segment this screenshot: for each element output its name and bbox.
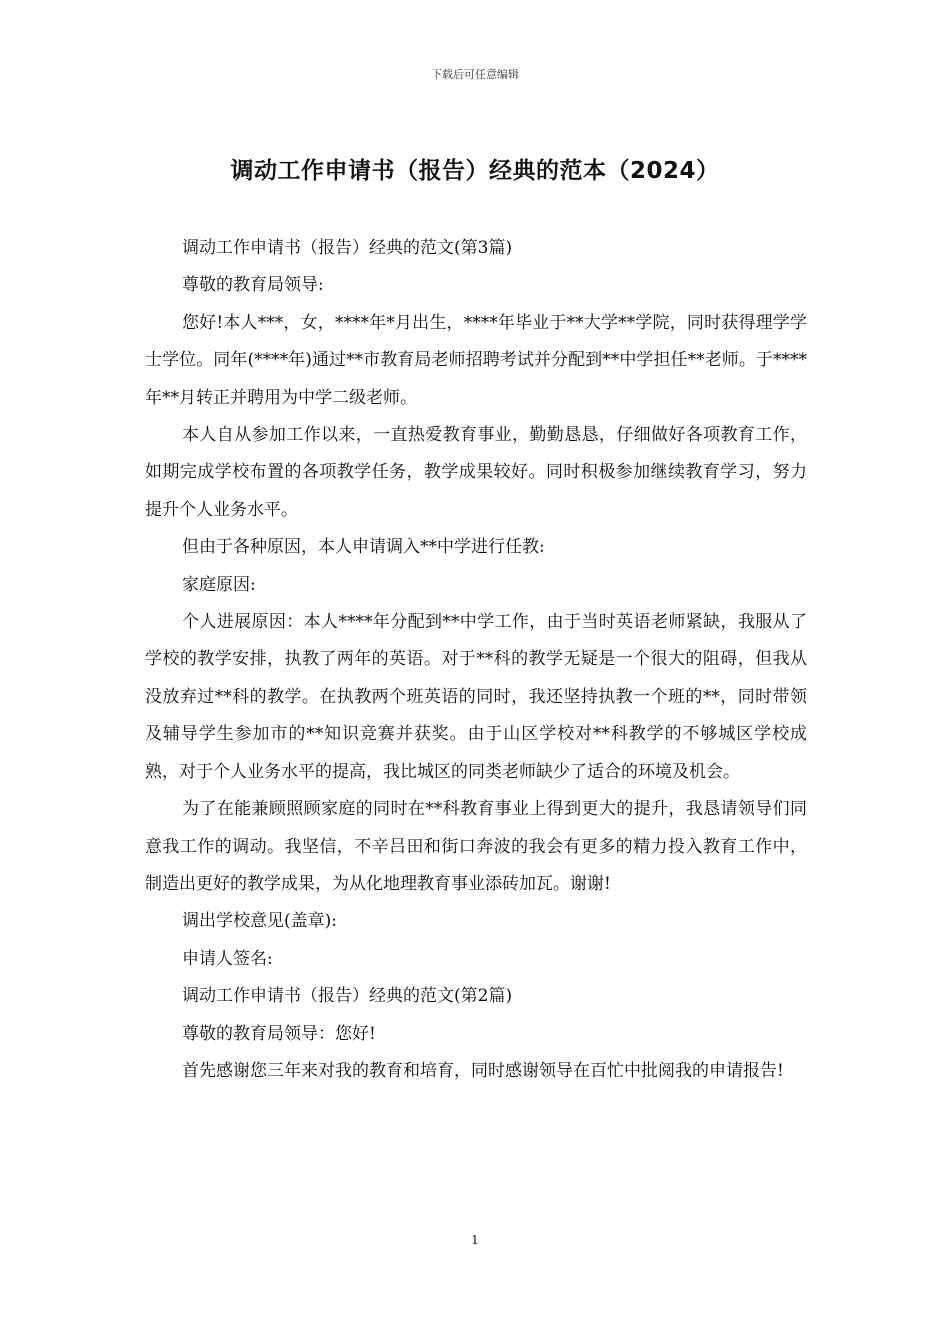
salutation-2: 尊敬的教育局领导：您好! (182, 1023, 376, 1044)
section-heading-2: 调动工作申请书（报告）经典的范文(第2篇) (182, 986, 513, 1007)
paragraph-work-history: 本人自从参加工作以来，一直热爱教育事业，勤勤恳恳，仔细做好各项教育工作，如期完成学校布置的各项教学任务，教学成果较好。同时积极参加继续教育学习，努力提升个人业务水平。 (145, 425, 807, 520)
paragraph-thanks: 首先感谢您三年来对我的教育和培育，同时感谢领导在百忙中批阅我的申请报告! (182, 1060, 784, 1081)
paragraph-reasons-intro: 但由于各种原因，本人申请调入**中学进行任教: (182, 537, 545, 558)
page-number: 1 (471, 1233, 479, 1247)
school-opinion-line: 调出学校意见(盖章): (182, 911, 337, 932)
header-note: 下载后可任意编辑 (431, 68, 519, 81)
signature-line: 申请人签名: (182, 948, 273, 969)
document-title: 调动工作申请书（报告）经典的范本（2024） (230, 158, 720, 184)
paragraph-development-reason: 个人进展原因：本人****年分配到**中学工作，由于当时英语老师紧缺，我服从了学校的教学安排，执教了两年的英语。对于**科的教学无疑是一个很大的阻碍，但我从没放弃过**科的教学。在执教两个班英语的同时，我还坚持执教一个班的**，同时带领及辅导学生参加市的**知识竞赛并获奖。由于山区学校对**科教学的不够城区学校成熟，对于个人业务水平的提高，我比城区的同类老师缺少了适合的环境及机会。 (145, 612, 807, 782)
paragraph-family-reason: 家庭原因: (182, 574, 256, 595)
paragraph-request: 为了在能兼顾照顾家庭的同时在**科教育事业上得到更大的提升，我恳请领导们同意我工作的调动。我坚信，不辛吕田和街口奔波的我会有更多的精力投入教育工作中，制造出更好的教学成果，为从化地理教育事业添砖加瓦。谢谢! (145, 799, 807, 894)
document-body (145, 230, 807, 1090)
paragraph-introduction: 您好!本人***，女，****年*月出生，****年毕业于**大学**学院，同时获得理学学士学位。同年(****年)通过**市教育局老师招聘考试并分配到**中学担任**老师。于****年**月转正并聘用为中学二级老师。 (145, 312, 807, 408)
section-heading-3: 调动工作申请书（报告）经典的范文(第3篇) (182, 238, 513, 258)
salutation: 尊敬的教育局领导: (182, 275, 324, 296)
